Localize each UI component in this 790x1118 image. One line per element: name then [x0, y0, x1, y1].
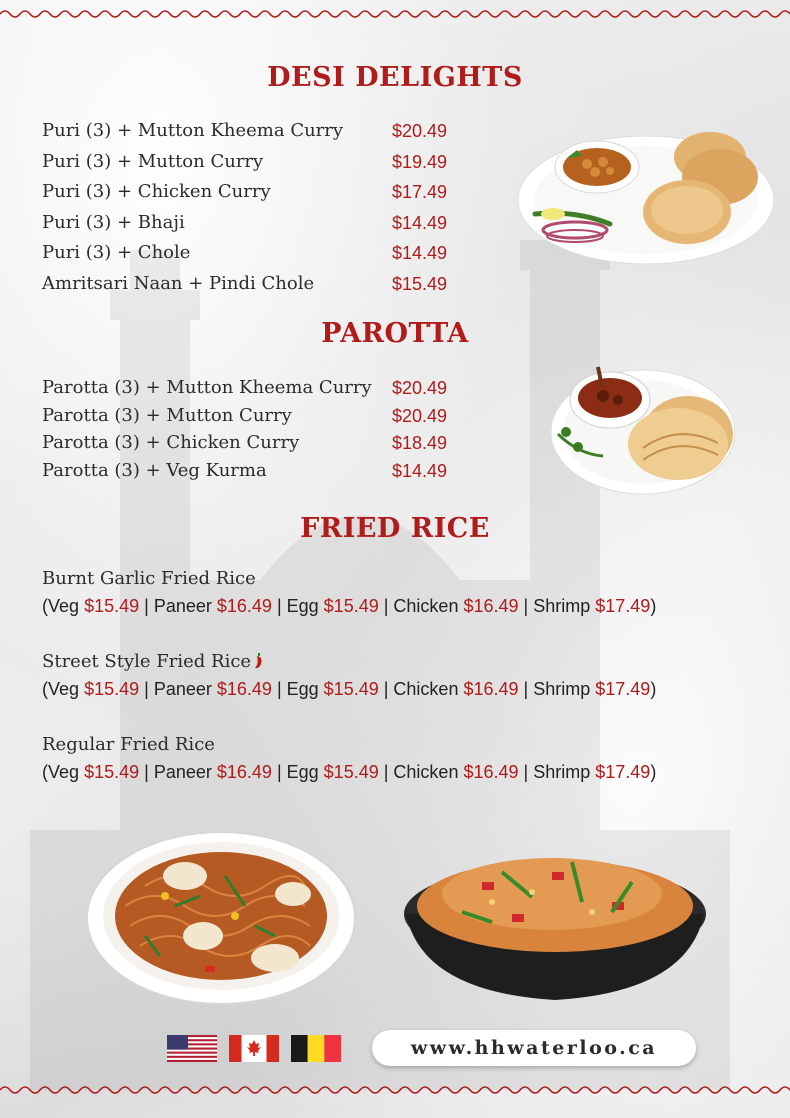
option-price: $16.49	[216, 762, 272, 782]
menu-item-price: $20.49	[392, 121, 448, 141]
website-link[interactable]	[372, 1030, 696, 1066]
section-title-desi-delights: DESI DELIGHTS	[267, 62, 523, 93]
option-label: Paneer	[153, 596, 212, 616]
option-label: Shrimp	[533, 596, 591, 616]
option-price: $15.49	[323, 596, 379, 616]
option-label: Egg	[286, 679, 319, 699]
fried-rice-item-name-row	[42, 651, 263, 672]
option-label: Chicken	[393, 679, 459, 699]
menu-item-price: $14.49	[392, 243, 448, 263]
option-price: $15.49	[84, 762, 140, 782]
parotta-plate-image	[548, 352, 738, 497]
menu-item-name: Amritsari Naan + Pindi Chole	[42, 273, 315, 294]
menu-item-name: Parotta (3) + Mutton Kheema Curry	[42, 377, 372, 398]
menu-item-price: $20.49	[392, 378, 448, 398]
menu-item-price: $17.49	[392, 182, 448, 202]
website-text: www.hhwaterloo.ca	[410, 1037, 658, 1059]
belgium-flag-icon	[291, 1035, 341, 1062]
fried-rice-item-name: Regular Fried Rice	[42, 734, 215, 755]
option-price: $15.49	[323, 762, 379, 782]
menu-item-name: Puri (3) + Chicken Curry	[42, 181, 271, 202]
option-price: $15.49	[323, 679, 379, 699]
option-label: Chicken	[393, 596, 459, 616]
menu-item-price: $14.49	[392, 213, 448, 233]
option-price: $16.49	[216, 679, 272, 699]
section-title-fried-rice: FRIED RICE	[300, 513, 490, 544]
menu-item-name: Puri (3) + Mutton Kheema Curry	[42, 120, 344, 141]
option-price: $16.49	[463, 596, 519, 616]
option-label: Shrimp	[533, 762, 591, 782]
option-label: Egg	[286, 596, 319, 616]
option-price: $15.49	[84, 679, 140, 699]
option-label: Paneer	[153, 762, 212, 782]
menu-item-price: $19.49	[392, 152, 448, 172]
flag-row	[167, 1035, 341, 1063]
option-price: $17.49	[595, 596, 651, 616]
option-label: Chicken	[393, 762, 459, 782]
menu-item-price: $14.49	[392, 461, 448, 481]
fried-rice-item-name: Burnt Garlic Fried Rice	[42, 568, 256, 589]
option-label: Paneer	[153, 679, 212, 699]
chili-spicy-icon	[254, 653, 263, 669]
option-label: Shrimp	[533, 679, 591, 699]
option-price: $15.49	[84, 596, 140, 616]
menu-item-price: $20.49	[392, 406, 448, 426]
option-label: Egg	[286, 762, 319, 782]
fried-rice-options: (Veg $15.49 | Paneer $16.49 | Egg $15.49 | Chicken $16.49 | Shrimp $17.49)	[42, 762, 657, 782]
menu-item-name: Puri (3) + Chole	[42, 242, 191, 263]
section-title-parotta: PAROTTA	[321, 318, 469, 349]
puri-plate-image	[515, 122, 777, 270]
noodle-plate-image	[85, 826, 357, 1006]
menu-item-price: $15.49	[392, 274, 448, 294]
option-label: Veg	[48, 679, 80, 699]
option-price: $17.49	[595, 679, 651, 699]
fried-rice-item-name: Street Style Fried Rice	[42, 651, 252, 672]
menu-item-name: Puri (3) + Bhaji	[42, 212, 185, 233]
option-price: $17.49	[595, 762, 651, 782]
menu-item-name: Parotta (3) + Chicken Curry	[42, 432, 300, 453]
menu-item-name: Parotta (3) + Mutton Curry	[42, 405, 292, 426]
fried-rice-options: (Veg $15.49 | Paneer $16.49 | Egg $15.49 | Chicken $16.49 | Shrimp $17.49)	[42, 679, 657, 699]
top-border-ornament	[0, 6, 790, 22]
option-label: Veg	[48, 762, 80, 782]
canada-flag-icon	[229, 1035, 279, 1062]
option-price: $16.49	[463, 762, 519, 782]
usa-flag-icon	[167, 1035, 217, 1062]
option-price: $16.49	[463, 679, 519, 699]
option-price: $16.49	[216, 596, 272, 616]
menu-item-price: $18.49	[392, 433, 448, 453]
menu-item-name: Parotta (3) + Veg Kurma	[42, 460, 267, 481]
menu-item-name: Puri (3) + Mutton Curry	[42, 151, 264, 172]
option-label: Veg	[48, 596, 80, 616]
fried-rice-options: (Veg $15.49 | Paneer $16.49 | Egg $15.49 | Chicken $16.49 | Shrimp $17.49)	[42, 596, 657, 616]
fried-rice-bowl-image	[402, 832, 708, 1002]
